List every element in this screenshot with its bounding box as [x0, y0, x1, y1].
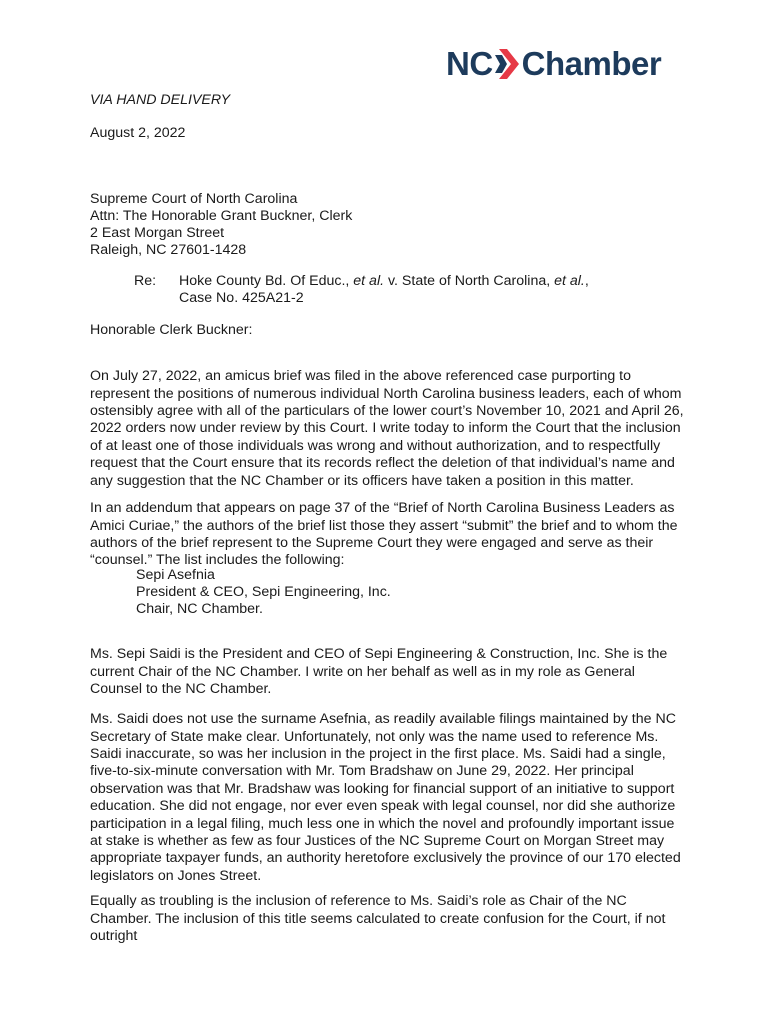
body-paragraph: In an addendum that appears on page 37 of the “Brief of North Carolina Business Leaders as Amici Curiae,” the authors of the brief list those they assert “submit” the brief and to whom the authors of the brief represent to the Supreme Court they were engaged and serve as their “counsel.” The list includes the following:	[90, 500, 678, 569]
address-line: 2 East Morgan Street	[90, 225, 225, 241]
list-item: President & CEO, Sepi Engineering, Inc.	[136, 584, 391, 600]
body-paragraph: Equally as troubling is the inclusion of reference to Ms. Saidi’s role as Chair of the NC Chamber. The inclusion of this title seems calculated to create confusion for the Court, if not outright	[90, 893, 666, 944]
logo-chamber-text: Chamber	[521, 45, 662, 82]
delivery-method: VIA HAND DELIVERY	[90, 92, 231, 108]
list-item: Sepi Asefnia	[136, 567, 215, 583]
address-line: Attn: The Honorable Grant Buckner, Clerk	[90, 208, 353, 224]
re-case-title: Hoke County Bd. Of Educ., et al. v. State of North Carolina, et al.,	[179, 273, 589, 289]
signatory-list	[136, 567, 391, 618]
nc-chamber-logo	[446, 44, 661, 84]
recipient-address	[90, 191, 352, 259]
address-line: Raleigh, NC 27601-1428	[90, 242, 247, 258]
list-item: Chair, NC Chamber.	[136, 601, 263, 617]
body-paragraph: Ms. Sepi Saidi is the President and CEO of Sepi Engineering & Construction, Inc. She is the current Chair of the NC Chamber. I write on her behalf as well as in my role as General Counsel to the NC Chamber.	[90, 646, 668, 697]
re-label: Re:	[134, 273, 157, 289]
body-paragraph: On July 27, 2022, an amicus brief was filed in the above referenced case purporting to represent the positions of numerous individual North Carolina business leaders, each of whom ostensibly agree with all of the particulars of the lower court’s November 10, 2021 and April 26, 2022 orders now under review by this Court. I write today to inform the Court that the inclusion of at least one of those individuals was wrong and without authorization, and to respectfully request that the Court ensure that its records reflect the deletion of that individual’s name and any suggestion that the NC Chamber or its officers have taken a position in this matter.	[90, 368, 684, 489]
body-paragraph: Ms. Saidi does not use the surname Asefnia, as readily available filings maintained by the NC Secretary of State make clear. Unfortunately, not only was the name used to reference Ms. Saidi inaccurate, so was her inclusion in the project in the first place. Ms. Saidi had a single, five-to-six-minute conversation with Mr. Tom Bradshaw on June 29, 2022. Her principal observation was that Mr. Bradshaw was looking for financial support of an initiative to support education. She did not engage, nor ever even speak with legal counsel, nor did she authorize participation in a legal filing, much less one in which the novel and profoundly important issue at stake is whether as few as four Justices of the NC Supreme Court on Morgan Street may appropriate taxpayer funds, an authority heretofore exclusively the province of our 170 elected legislators on Jones Street.	[90, 711, 681, 884]
letter-date: August 2, 2022	[90, 125, 186, 141]
logo-chevron-icon	[495, 47, 525, 81]
address-line: Supreme Court of North Carolina	[90, 191, 298, 207]
re-case-number: Case No. 425A21-2	[179, 290, 304, 306]
logo-nc-text: NC	[446, 45, 493, 82]
salutation: Honorable Clerk Buckner:	[90, 322, 253, 338]
re-body	[179, 273, 589, 307]
